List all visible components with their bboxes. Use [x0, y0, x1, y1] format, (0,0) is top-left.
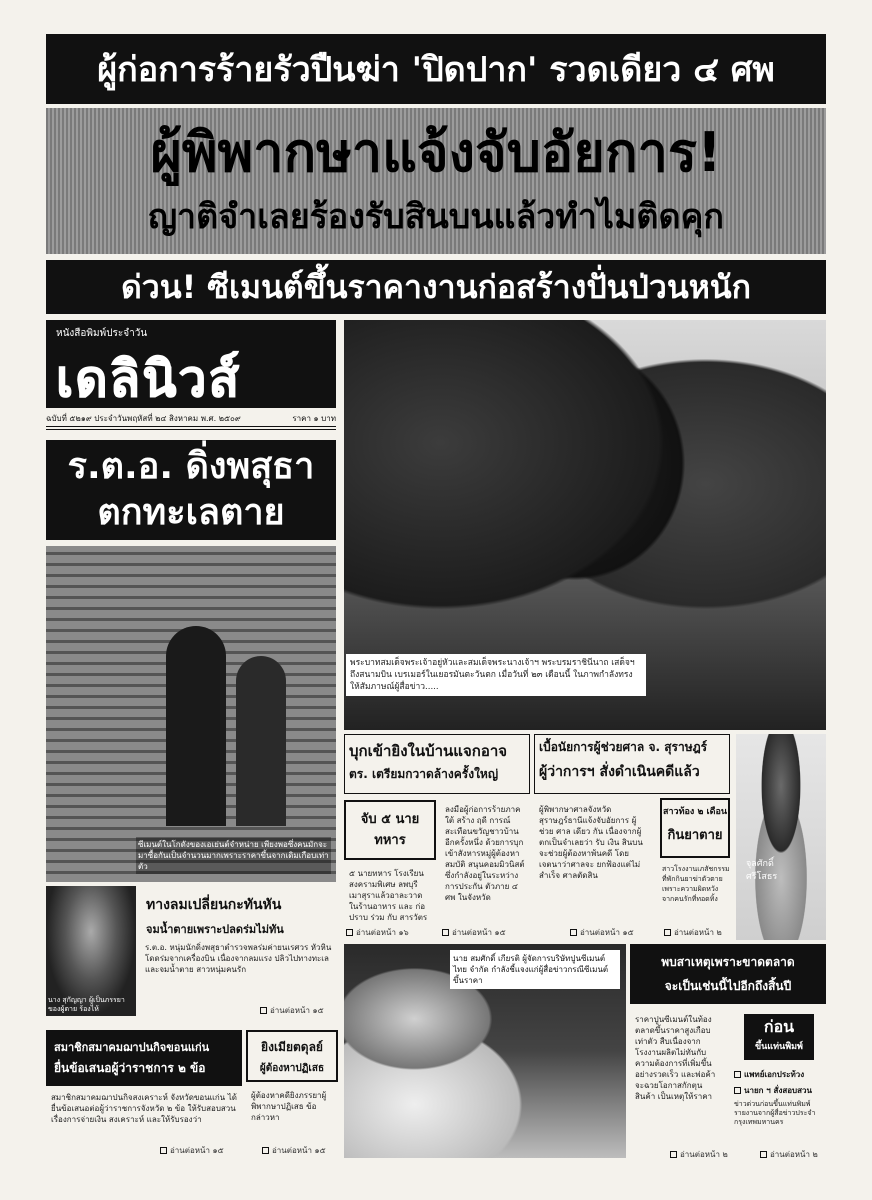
cement-warehouse-photo: [46, 546, 336, 882]
boxer-caption-line1: จุลศักดิ์: [746, 859, 774, 869]
girl-continue-link[interactable]: [664, 926, 734, 939]
continue-label: อ่านต่อหน้า ๒: [680, 1150, 728, 1159]
boxer-caption: [746, 858, 777, 884]
before-press-item-2: [734, 1084, 812, 1097]
cement-cause-continue-link[interactable]: [670, 1148, 730, 1161]
prosecutor-story-headline: [534, 734, 730, 794]
prosecutor-headline-line1: เบื้อนัยการผู้ช่วยศาล จ. สุราษฎร์: [539, 740, 708, 754]
main-headline-box: [46, 108, 826, 254]
break-in-story-body: ลงมือผู้ก่อการร้ายภาคใต้ สร้าง ฤดี การณ์ สะเทือนขวัญชาวบ้านอีกครั้งหนึ่ง ด้วยการบุกเข้าสังหารหมู่ผู้ต้องหา สมบัติ สนุนคอมมิวนิสต์ซึ่งกำลังอยู่ในระหว่างการประกัน ตัวภาย ๔ ศพ ในจังหวัด: [445, 805, 525, 902]
shooting-continue-link[interactable]: [262, 1144, 340, 1157]
prosecutor-headline-line2: ผู้ว่าการฯ สั่งดำเนินคดีแล้ว: [539, 764, 700, 780]
worker-figure: [166, 626, 226, 826]
continue-label: อ่านต่อหน้า ๑๕: [452, 928, 506, 937]
masthead-tagline: หนังสือพิมพ์ประจำวัน: [56, 328, 148, 339]
before-press-title-line1: ก่อน: [763, 1017, 795, 1036]
before-press-body: ข่าวด่วนก่อนขึ้นแท่นพิมพ์ รายงานจากผู้สื่อข่าวประจำกรุงเทพมหานคร: [734, 1100, 816, 1126]
continue-label: อ่านต่อหน้า ๒: [770, 1150, 818, 1159]
before-press-title-line2: ขึ้นแท่นพิมพ์: [755, 1042, 803, 1052]
soldiers-boxed-headline: [344, 800, 436, 860]
girl-headline-line1: สาวท้อง ๒ เดือน: [662, 807, 727, 817]
widow-photo-caption: นาง สุกัญญา ผู้เป็นภรรยาของผู้ตาย ร้องไห้: [48, 996, 125, 1013]
break-in-headline: บุกเข้ายิงในบ้านแจกอาจ: [349, 742, 508, 760]
association-headline-box: [46, 1030, 242, 1086]
shooting-headline-line2: ผู้ต้องหาปฏิเสธ: [259, 1063, 325, 1074]
masthead-logo: เดลินิวส์: [56, 350, 241, 408]
main-headline-line1: ผู้พิพากษาแจ้งจับอัยการ!: [150, 121, 722, 184]
girl-story-body: สาวโรงงานเภสัชกรรม ที่พักกินยาฆ่าตัวตาย เพราะความผิดหวังจากคนรักที่ทอดทิ้ง: [662, 865, 730, 903]
square-bullet-icon: [262, 1147, 269, 1154]
break-in-story: [344, 734, 530, 794]
square-bullet-icon: [760, 1151, 767, 1158]
cement-manager-caption: นาย สมศักดิ์ เกียรติ ผู้จัดการบริษัทปูนซีเมนต์ไทย จำกัด กำลังชี้แจงแก่ผู้สื่อข่าวกรณีซีเมนต์ขึ้นราคา: [450, 950, 620, 989]
wind-subhead: จมน้ำตายเพราะปลดร่มไม่ทัน: [146, 923, 284, 936]
urgent-banner: [46, 260, 826, 314]
before-press-continue-link[interactable]: [760, 1148, 818, 1160]
wind-story-body: ร.ต.อ. หนุ่มนักดิ่งพสุธาตำรวจพลร่มค่ายนเรศวร หัวหินโดดร่มจากเครื่องบิน เนื่องจากลมแรง ปลิวไปทางทะเลและจมน้ำตาย สาวหนุ่มคนรัก: [145, 943, 332, 974]
price-label: ราคา ๑ บาท: [292, 413, 336, 423]
prosecutor-continue-link[interactable]: [570, 926, 660, 939]
wind-story: [140, 888, 338, 1016]
cement-cause-body: ราคาปูนซีเมนต์ในท้องตลาดขึ้นราคาสูงเกือบเท่าตัว สืบเนื่องจากโรงงานผลิตไม่ทันกับความต้องการที่เพิ่มขึ้นอย่างรวดเร็ว และพ่อค้าจะฉวยโอกาสกักตุนสินค้า เป็นเหตุให้ราคา: [635, 1015, 716, 1101]
masthead-info-line: [46, 410, 336, 430]
wind-continue-link[interactable]: [260, 1004, 340, 1017]
cement-cause-headline-line1: พบสาเหตุเพราะขาดตลาด: [661, 955, 795, 969]
main-headline-line2: ญาติจำเลยร้องรับสินบนแล้วทำไมติดคุก: [148, 197, 724, 237]
wind-headline: ทางลมเปลี่ยนกะทันหัน: [146, 897, 282, 913]
square-bullet-icon: [670, 1151, 677, 1158]
soldiers-headline-line1: จับ ๕ นายทหาร: [360, 812, 420, 848]
square-bullet-icon: [664, 929, 671, 936]
square-bullet-icon: [734, 1087, 741, 1094]
urgent-banner-text: ด่วน! ซีเมนต์ขึ้นราคางานก่อสร้างปั่นป่วนหนัก: [120, 267, 752, 306]
masthead: [46, 320, 336, 408]
left-story-headline-box: [46, 440, 336, 540]
before-press-title: [744, 1014, 814, 1060]
square-bullet-icon: [734, 1071, 741, 1078]
cement-manager-photo: [344, 944, 626, 1158]
left-story-headline-line2: ตกทะเลตาย: [97, 492, 285, 533]
widow-photo: [46, 886, 136, 1016]
issue-line: ฉบับที่ ๕๒๑๙ ประจำวันพฤหัสที่ ๒๔ สิงหาคม พ.ศ. ๒๕๐๙: [46, 413, 241, 423]
girl-story-box: [660, 798, 730, 858]
shooting-headline-box: [246, 1030, 338, 1082]
square-bullet-icon: [570, 929, 577, 936]
shooting-headline-line1: ยิงเมียตดุลย์: [261, 1040, 323, 1054]
square-bullet-icon: [346, 929, 353, 936]
break-in-subhead: ตร. เตรียมกวาดล้างครั้งใหญ่: [349, 767, 499, 781]
before-press-item-label: นายก ฯ สั่งสอบสวน: [744, 1086, 812, 1095]
prosecutor-story-body: ผู้พิพากษาศาลจังหวัดสุราษฎร์ธานีแจ้งจับอัยการ ผู้ ช่วย ศาล เดียว กัน เนื่องจากผู้ตกเป็นจำเลยว่า รับ เงิน สินบน จะช่วยผู้ต้องหาพ้นคดี โดยเจตนาว่าศาลจะ ยกฟ้องแต่ไม่สำเร็จ ศาลตัดสิน: [539, 805, 643, 880]
left-story-headline-line1: ร.ต.อ. ดิ่งพสุธา: [67, 446, 315, 487]
soldiers-continue-link[interactable]: [346, 926, 436, 939]
girl-headline-line2: กินยาตาย: [667, 828, 723, 843]
royal-photo-caption: พระบาทสมเด็จพระเจ้าอยู่หัวและสมเด็จพระนางเจ้าฯ พระบรมราชินีนาถ เสด็จฯ ถึงสนามบิน เบรเมอร์ในเยอรมันตะวันตก เมื่อวันที่ ๒๓ เดือนนี้ ในภาพกำลังทรงให้สัมภาษณ์ผู้สื่อข่าว.....: [346, 654, 646, 696]
association-continue-link[interactable]: [160, 1144, 240, 1157]
continue-label: อ่านต่อหน้า ๑๕: [580, 928, 634, 937]
boxer-caption-line2: ศรีโสธร: [746, 872, 778, 882]
boxer-photo: [736, 734, 826, 940]
soldiers-story-body: ๕ นายทหาร โรงเรียนสงครามพิเศษ ลพบุรี เมาสุราแล้วอาละวาดในร้านอาหาร และ ก่อ ปราบ ร่วม กับ สารวัตร: [349, 869, 428, 922]
continue-label: อ่านต่อหน้า ๑๕: [272, 1146, 326, 1155]
association-story-body: สมาชิกสมาคมฌาปนกิจสงเคราะห์ จังหวัดขอนแก่น ได้ยื่นข้อเสนอต่อผู้ว่าราชการจังหวัด ๒ ข้อ ให้รับสอบสวนเรื่องการจ่ายเงิน สงเคราะห์ และให้รับรองว่า: [51, 1093, 237, 1124]
cement-photo-caption: ซีเมนต์ในโกดังของเอเย่นต์จำหน่าย เพียงพอซึ่งคนมักจะมาซื้อกันเป็นจำนวนมากเพราะราคาขึ้นจากเดิมเกือบเท่าตัว: [136, 837, 331, 874]
continue-label: อ่านต่อหน้า ๒: [674, 928, 722, 937]
before-press-item-label: แพทย์เอกประท้วง: [744, 1070, 805, 1079]
continue-label: อ่านต่อหน้า ๑๖: [356, 928, 409, 937]
square-bullet-icon: [442, 929, 449, 936]
cement-cause-headline-line2: จะเป็นเช่นนี้ไปอีกถึงสิ้นปี: [664, 979, 792, 993]
continue-label: อ่านต่อหน้า ๑๕: [270, 1006, 324, 1015]
soldiers-headline-line2: [346, 856, 434, 860]
association-headline-line1: สมาชิกสมาคมฌาปนกิจขอนแก่น: [54, 1041, 210, 1054]
square-bullet-icon: [260, 1007, 267, 1014]
top-headline: ผู้ก่อการร้ายรัวปืนฆ่า 'ปิดปาก' รวดเดียว ๔ ศพ: [97, 50, 775, 90]
top-headline-bar: [46, 34, 826, 104]
cement-cause-headline-box: [630, 944, 826, 1004]
break-in-continue-link[interactable]: [442, 926, 532, 939]
before-press-box: [730, 1010, 826, 1160]
continue-label: อ่านต่อหน้า ๑๕: [170, 1146, 224, 1155]
worker-figure: [236, 656, 286, 826]
royal-visit-photo: [344, 320, 826, 730]
square-bullet-icon: [160, 1147, 167, 1154]
association-headline-line2: ยื่นข้อเสนอผู้ว่าราชการ ๒ ข้อ: [54, 1061, 206, 1075]
shooting-story-body: ผู้ต้องหาคดียิงภรรยาผู้พิพากษาปฏิเสธ ข้อกล่าวหา: [251, 1091, 327, 1122]
before-press-item-1: [734, 1068, 804, 1081]
